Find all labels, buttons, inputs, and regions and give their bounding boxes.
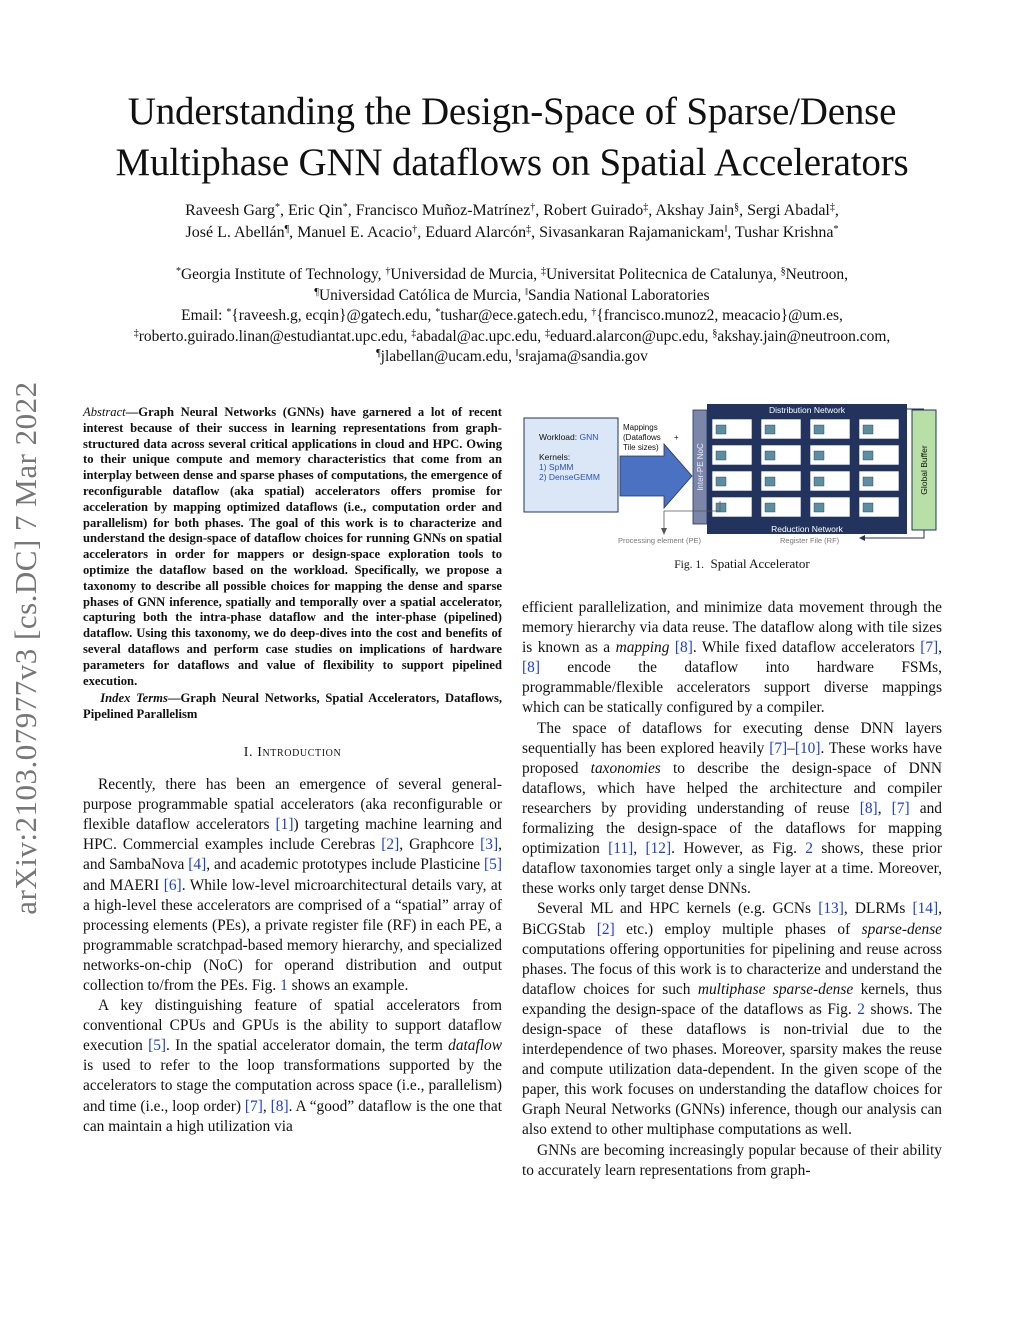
citation-link[interactable]: [5] (484, 856, 502, 874)
email-line-2: ‡roberto.guirado.linan@estudiantat.upc.edu, ‡abadal@ac.upc.edu, ‡eduard.alarcon@upc.edu, §akshay.jain@neutroon.com, (133, 327, 891, 345)
intro-paragraph-6: GNNs are becoming increasingly popular because of their ability to accurately learn representations from graph- (522, 1141, 942, 1179)
author: Eduard Alarcón (425, 224, 527, 241)
email-address[interactable]: jlabellan@ucam.edu, (380, 348, 512, 365)
citation-link[interactable]: [14] (912, 900, 939, 918)
register-file (765, 451, 775, 460)
citation-link[interactable]: [7] (244, 1097, 263, 1115)
register-file (716, 425, 726, 434)
intro-paragraph-3: efficient parallelization, and minimize data movement through the memory hierarchy via data reuse. The dataflow along with tile sizes is known as a mapping [8]. While fixed dataflow accelerators [7], [8] encode the dataflow into hardware FSMs, programmable/flexible accelerators support diverse mappings which can be statically configured by a compiler. (522, 599, 942, 717)
citation-link[interactable]: [11] (608, 840, 634, 858)
email-address[interactable]: {raveesh.g, ecqin}@gatech.edu, (231, 307, 432, 324)
author: Raveesh Garg (185, 202, 276, 219)
mapping-arrow (620, 444, 692, 508)
author-list (60, 200, 964, 244)
workload-label: Workload: GNN (539, 432, 599, 442)
citation-link[interactable]: [7] (769, 739, 788, 757)
affiliations (40, 265, 984, 368)
kernel-spmm: 1) SpMM (539, 462, 574, 472)
email-address[interactable]: eduard.alarcon@upc.edu, (550, 327, 709, 345)
title-line-2: Multiphase GNN dataflows on Spatial Accelerators (115, 141, 909, 184)
affiliation-line-1: *Georgia Institute of Technology, †Universidad de Murcia, ‡Universitat Politecnica de Catalunya, §Neutroon, (175, 266, 849, 283)
figure-link[interactable]: 2 (805, 840, 813, 858)
citation-link[interactable]: [2] (596, 920, 615, 938)
citation-link[interactable]: [10] (794, 739, 821, 757)
pe-label: Processing element (PE) (618, 536, 701, 545)
title-line-1: Understanding the Design-Space of Sparse/Dense (127, 90, 897, 133)
email-line-3: ¶jlabellan@ucam.edu, ‖srajama@sandia.gov (376, 348, 648, 365)
svg-text:(Dataflows: (Dataflows (623, 433, 661, 442)
rf-label: Register File (RF) (780, 536, 840, 545)
figure-link[interactable]: 2 (857, 1000, 865, 1018)
author: José L. Abellán (185, 224, 285, 241)
citation-link[interactable]: [3] (480, 836, 499, 854)
email-address[interactable]: {francisco.munoz2, meacacio}@um.es, (596, 307, 843, 324)
register-file (863, 425, 873, 434)
author: Sergi Abadal (747, 202, 830, 219)
citation-link[interactable]: [2] (381, 836, 400, 854)
svg-text:Reduction Network: Reduction Network (771, 524, 843, 534)
register-file (863, 503, 873, 512)
email-address[interactable]: abadal@ac.upc.edu, (416, 327, 542, 345)
citation-link[interactable]: [7] (920, 639, 939, 657)
register-file (716, 477, 726, 486)
citation-link[interactable]: [6] (163, 876, 182, 894)
mappings-label: Mappings (623, 423, 658, 432)
arxiv-id: arXiv:2103.07977v3 [cs.DC] 7 Mar 2022 (8, 381, 43, 915)
right-column (522, 598, 942, 1181)
citation-link[interactable]: [12] (645, 840, 672, 858)
register-file (863, 451, 873, 460)
svg-text:Global Buffer: Global Buffer (919, 445, 929, 495)
author: Akshay Jain (655, 202, 735, 219)
citation-link[interactable]: [8] (522, 659, 540, 677)
abstract: Abstract—Graph Neural Networks (GNNs) have garnered a lot of recent interest because of their success in learning representations from graph-structured data across several critical applications in cloud and HPC. Owing to their unique compute and memory characteristics that come from an interplay between dense and sparse phases of computations, the emergence of reconfigurable dataflow (aka spatial) accelerators offers promise for acceleration by mapping optimized dataflows (i.e., computation order and parallelism) for both phases. The goal of this work is to characterize and understand the design-space of dataflow choices for running GNNs on spatial accelerators in order for mappers or design-space exploration tools to optimize the dataflow based on the workload. Specifically, we propose a taxonomy to describe all possible choices for mapping the dense and sparse phases of GNN inference, spatially and temporally over a spatial accelerator, capturing both the intra-phase dataflow and the inter-phase (pipelined) dataflow. Using this taxonomy, we do deep-dives into the cost and benefits of several dataflows and perform case studies on implications of hardware parameters for dataflows and value of flexibility to support pipelined execution. (83, 405, 502, 688)
email-address[interactable]: akshay.jain@neutroon.com, (717, 327, 891, 345)
author: Robert Guirado (543, 202, 644, 219)
author-line-2: José L. Abellán¶, Manuel E. Acacio†, Eduard Alarcón‡, Sivasankaran Rajamanickam‖, Tushar Krishna* (185, 224, 839, 241)
author: Sivasankaran Rajamanickam (539, 224, 725, 241)
register-file (716, 451, 726, 460)
svg-text:Distribution Network: Distribution Network (768, 405, 846, 415)
email-line-1: Email: *{raveesh.g, ecqin}@gatech.edu, *tushar@ece.gatech.edu, †{francisco.munoz2, meacacio}@um.es, (181, 307, 843, 324)
intro-paragraph-5: Several ML and HPC kernels (e.g. GCNs [13], DLRMs [14], BiCGStab [2] etc.) employ multiple phases of sparse-dense computations offering opportunities for pipelining and reuse across phases. The focus of this work is to characterize and understand the dataflow choices for such multiphase sparse-dense kernels, thus expanding the design-space of the dataflows as Fig. 2 shows. The design-space of these dataflows is non-trivial due to the interdependence of two phases. Moreover, sparsity makes the reuse and compute utilization data-dependent. In the given scope of the paper, this work focuses on understanding the dataflow choices for Graph Neural Networks (GNNs) inference, though our analysis can also extend to other multiphase computations as well. (522, 900, 943, 1139)
author: Manuel E. Acacio (297, 224, 413, 241)
author: Tushar Krishna (734, 224, 834, 241)
email-address[interactable]: roberto.guirado.linan@estudiantat.upc.edu, (138, 327, 408, 345)
citation-link[interactable]: [8] (859, 799, 878, 817)
arxiv-stamp (2, 358, 50, 938)
register-file (814, 477, 824, 486)
citation-link[interactable]: [13] (818, 900, 844, 918)
left-column (83, 405, 502, 1137)
email-address[interactable]: srajama@sandia.gov (518, 348, 648, 365)
section-heading: I. Introduction (243, 744, 342, 760)
register-file (765, 425, 775, 434)
intro-paragraph-4: The space of dataflows for executing dense DNN layers sequentially has been explored heavily [7]–[10]. These works have proposed taxonomies to describe the design-space of DNN dataflows, which have helped the architecture and compiler researchers by providing understanding of reuse [8], [7] and formalizing the design-space of the dataflows for mapping optimization [11], [12]. However, as Fig. 2 shows, these prior dataflow taxonomies target only a single layer at a time. Moreover, these works only target dense DNNs. (522, 719, 942, 898)
register-file (814, 451, 824, 460)
register-file (765, 477, 775, 486)
figure-caption: Fig. 1. Spatial Accelerator (674, 556, 810, 571)
citation-link[interactable]: [8] (270, 1097, 289, 1115)
author-line-1: Raveesh Garg*, Eric Qin*, Francisco Muñoz-Matrínez†, Robert Guirado‡, Akshay Jain§, Sergi Abadal‡, (185, 202, 839, 219)
register-file (814, 503, 824, 512)
figure-spatial-accelerator (522, 398, 962, 548)
kernels-label: Kernels: (539, 452, 571, 462)
citation-link[interactable]: [1] (275, 816, 294, 834)
author: Francisco Muñoz-Matrínez (355, 202, 531, 219)
intro-paragraph-1: Recently, there has been an emergence of several general-purpose programmable spatial accelerators (aka reconfigurable or flexible dataflow accelerators [1]) targeting machine learning and HPC. Commercial examples include Cerebras [2], Graphcore [3], and SambaNova [4], and academic prototypes include Plasticine [5] and MAERI [6]. While low-level microarchitectural details vary, at a high-level these accelerators are comprised of a “spatial” array of processing elements (PEs), a private register file (RF) in each PE, a programmable scratchpad-based memory hierarchy, and specialized networks-on-chip (NoC) for operand distribution and output collection to/from the PEs. Fig. 1 shows an example. (83, 776, 503, 994)
index-terms: Index Terms—Graph Neural Networks, Spatial Accelerators, Dataflows, Pipelined Parallelism (83, 691, 502, 722)
author: Eric Qin (288, 202, 343, 219)
register-file (814, 425, 824, 434)
svg-text:Tile sizes): Tile sizes) (623, 443, 659, 452)
register-file (765, 503, 775, 512)
citation-link[interactable]: [7] (891, 799, 910, 817)
svg-text:+: + (674, 433, 679, 442)
figure-link[interactable]: 1 (280, 976, 288, 994)
paper-title (40, 86, 984, 188)
svg-text:Inter-PE NoC: Inter-PE NoC (696, 443, 705, 491)
citation-link[interactable]: [8] (674, 639, 693, 657)
kernel-densegemm: 2) DenseGEMM (539, 472, 600, 482)
citation-link[interactable]: [5] (148, 1037, 167, 1055)
register-file (863, 477, 873, 486)
email-address[interactable]: tushar@ece.gatech.edu, (440, 307, 588, 324)
intro-paragraph-2: A key distinguishing feature of spatial accelerators from conventional CPUs and GPUs is the ability to support dataflow execution [5]. In the spatial accelerator domain, the term dataflow is used to refer to the loop transformations supported by the accelerators to stage the computation across space (i.e., parallelism) and time (i.e., loop order) [7], [8]. A “good” dataflow is the one that can maintain a high utilization via (83, 997, 502, 1135)
affiliation-line-2: ¶Universidad Católica de Murcia, ‖Sandia National Laboratories (314, 286, 710, 304)
citation-link[interactable]: [4] (188, 856, 207, 874)
